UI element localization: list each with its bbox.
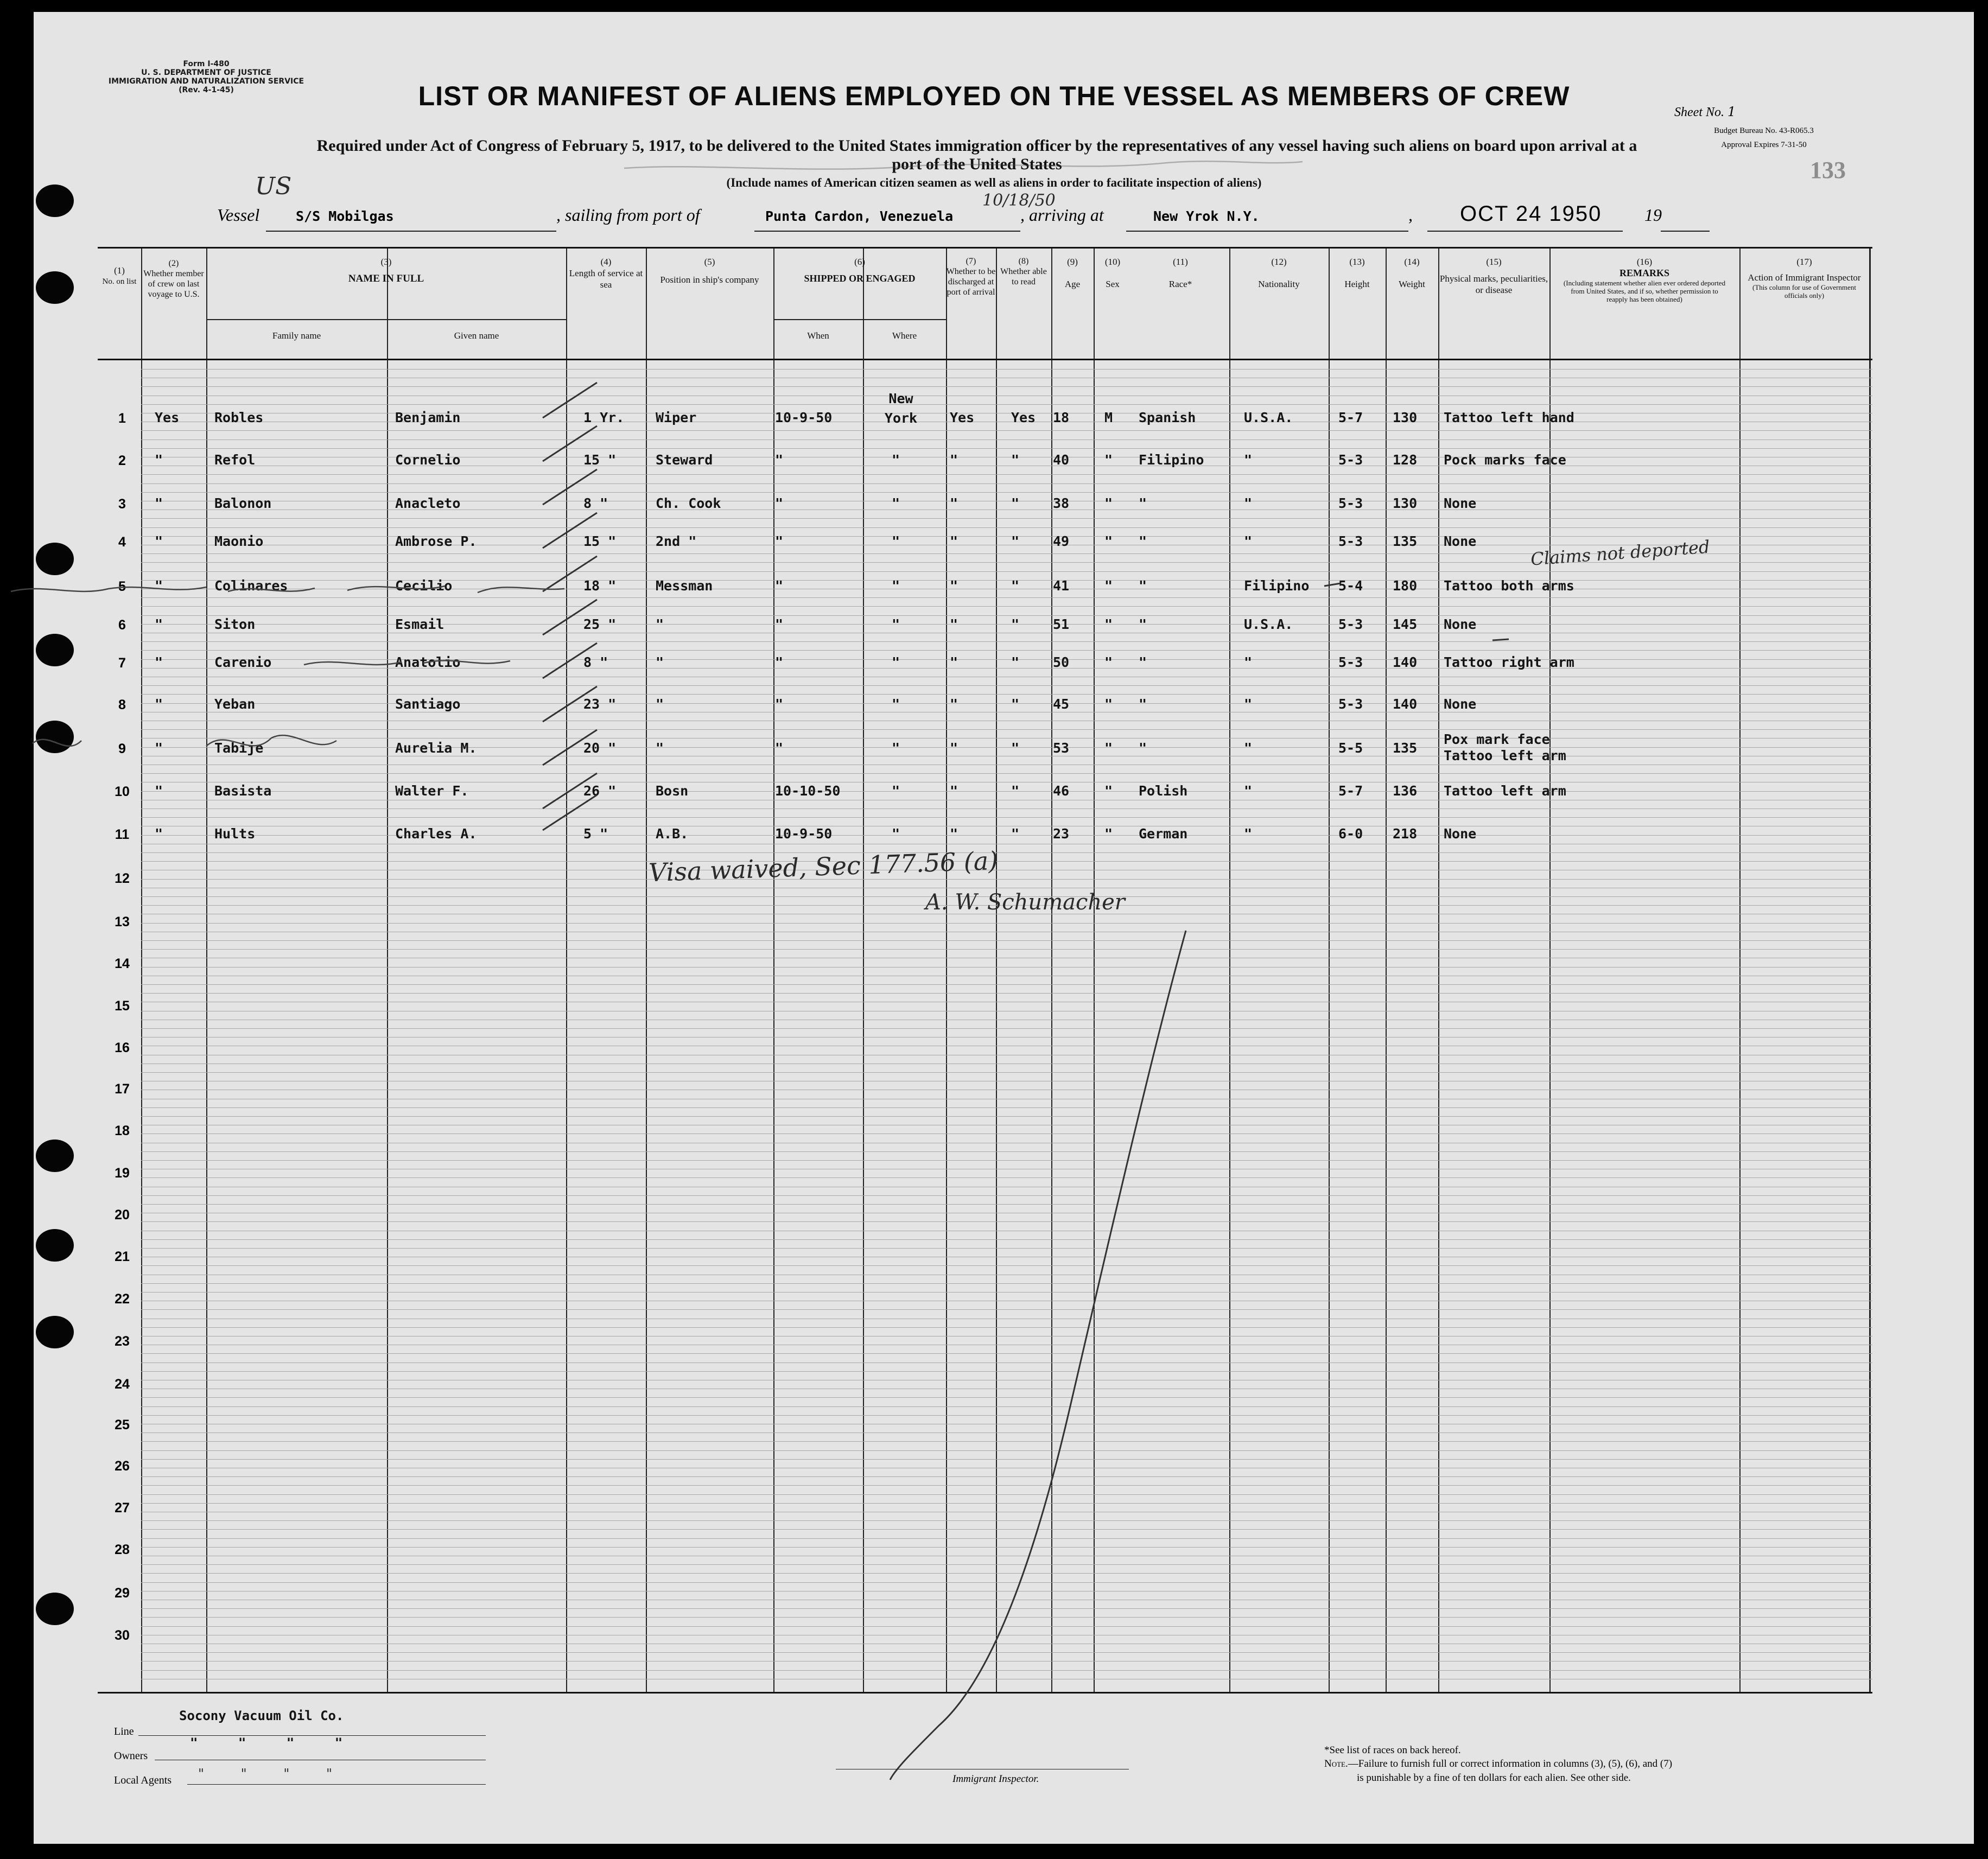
colnum-8: (8) (1018, 257, 1029, 266)
faded-ink-top (624, 161, 1303, 169)
cell-read: " (1011, 654, 1020, 670)
cell-nationality: U.S.A. (1244, 616, 1293, 632)
cell-service: 18 " (583, 578, 617, 594)
cell-given: Cornelio (395, 452, 461, 468)
cell-position: " (656, 696, 664, 712)
cell-family: Carenio (214, 654, 272, 670)
cell-marks: Tattoo right arm (1444, 654, 1574, 670)
cell-service: 15 " (583, 533, 617, 549)
sailing-label: , sailing from port of (556, 205, 700, 225)
requirement-line-2: port of the United States (892, 155, 1062, 173)
cell-family: Balonon (214, 495, 272, 511)
cell-read: " (1011, 452, 1020, 468)
cell-height: 5-3 (1338, 495, 1363, 511)
cell-height: 5-3 (1338, 452, 1363, 468)
cell-read: " (1011, 783, 1020, 799)
cell-sex: " (1104, 783, 1113, 799)
cell-service: 15 " (583, 452, 617, 468)
owners-value: " " " " (190, 1735, 343, 1750)
line-number: 25 (115, 1417, 130, 1433)
cell-where: " (892, 495, 900, 511)
cell-given: Anatolio (395, 654, 461, 670)
cell-marks: None (1444, 533, 1477, 549)
line-number: 18 (115, 1123, 130, 1138)
cell-given: Esmail (395, 616, 444, 632)
cell-last: " (155, 578, 163, 594)
cell-read: Yes (1011, 410, 1036, 425)
cell-height: 5-5 (1338, 740, 1363, 756)
cell-family: Basista (214, 783, 272, 799)
line-number: 4 (118, 534, 126, 550)
cell-when: " (775, 452, 784, 468)
line-number: 11 (115, 827, 130, 842)
line-number: 27 (115, 1500, 130, 1516)
cell-marks: Pox mark face Tattoo left arm (1444, 731, 1566, 763)
colnum-9: (9) (1067, 257, 1078, 267)
cell-last: " (155, 740, 163, 756)
header-last-voyage-label: Whether member of crew on last voyage to U.S. (143, 269, 204, 299)
form-revision: (Rev. 4-1-45) (179, 86, 234, 94)
colnum-4: (4) (600, 257, 612, 267)
cell-weight: 128 (1393, 452, 1418, 468)
cell-weight: 130 (1393, 495, 1418, 511)
line-number: 19 (115, 1166, 130, 1181)
cell-family: Tabije (214, 740, 264, 756)
cell-nationality: U.S.A. (1244, 410, 1293, 425)
vessel-name: S/S Mobilgas (296, 208, 394, 224)
cell-race: " (1139, 533, 1147, 549)
cell-age: 53 (1053, 740, 1070, 756)
cell-height: 5-3 (1338, 696, 1363, 712)
colnum-10: (10) (1104, 257, 1121, 267)
cell-discharge: " (950, 826, 958, 842)
cell-marks: Tattoo left hand (1444, 410, 1574, 425)
colnum-17: (17) (1796, 257, 1812, 267)
line-number: 22 (115, 1291, 130, 1307)
cell-position: " (656, 740, 664, 756)
cell-when: 10-10-50 (775, 783, 841, 799)
line-number: 26 (115, 1459, 130, 1474)
cell-given: Santiago (395, 696, 461, 712)
header-nationality-label: Nationality (1258, 279, 1300, 289)
header-discharged-label: Whether to be discharged at port of arrival (946, 267, 996, 297)
cell-position: Wiper (656, 410, 697, 425)
cell-sex: " (1104, 578, 1113, 594)
cell-nationality: " (1244, 452, 1253, 468)
cell-given: Cecilio (395, 578, 453, 594)
cell-last: " (155, 533, 163, 549)
cell-service: 20 " (583, 740, 617, 756)
port-from: Punta Cardon, Venezuela (765, 208, 954, 224)
header-given-name: Given name (454, 330, 499, 341)
line-number: 29 (115, 1586, 130, 1601)
header-sex-label: Sex (1106, 279, 1120, 289)
cell-family: Refol (214, 452, 256, 468)
colnum-6: (6) (854, 257, 865, 267)
remark-handwritten: Claims not deported (1530, 536, 1711, 570)
cell-discharge: " (950, 578, 958, 594)
cell-age: 46 (1053, 783, 1070, 799)
service-name: IMMIGRATION AND NATURALIZATION SERVICE (108, 77, 304, 86)
cell-nationality: " (1244, 495, 1253, 511)
line-number: 24 (115, 1377, 130, 1392)
cell-position: " (656, 616, 664, 632)
cell-weight: 218 (1393, 826, 1418, 842)
cell-when: " (775, 533, 784, 549)
cell-nationality: " (1244, 826, 1253, 842)
pen-marks (1324, 583, 1509, 640)
cell-when: " (775, 696, 784, 712)
colnum-14: (14) (1404, 257, 1420, 267)
cell-position: " (656, 654, 664, 670)
cell-given: Walter F. (395, 783, 469, 799)
cell-read: " (1011, 495, 1020, 511)
inspector-pen-stroke (890, 931, 1186, 1780)
cell-height: 5-4 (1338, 578, 1363, 594)
cell-given: Aurelia M. (395, 740, 477, 756)
line-number: 5 (118, 579, 126, 594)
port-to: New Yrok N.Y. (1153, 208, 1260, 224)
cell-discharge: " (950, 533, 958, 549)
header-action-sub: (This column for use of Government officials only) (1752, 283, 1856, 300)
races-note: *See list of races on back hereof. (1324, 1745, 1461, 1756)
line-number: 30 (115, 1628, 130, 1643)
cell-given: Anacleto (395, 495, 461, 511)
cell-service: 5 " (583, 826, 608, 842)
ink-bleed-3 (33, 735, 336, 746)
line-number: 23 (115, 1334, 130, 1349)
line-number: 15 (115, 998, 130, 1014)
cell-sex: " (1104, 452, 1113, 468)
header-remarks-label: REMARKS (1619, 268, 1669, 278)
header-weight-label: Weight (1399, 279, 1425, 289)
cell-family: Yeban (214, 696, 256, 712)
cell-discharge: Yes (950, 410, 975, 425)
line-number: 1 (118, 411, 126, 426)
cell-sex: " (1104, 533, 1113, 549)
line-label: Line (114, 1726, 134, 1737)
colnum-13: (13) (1349, 257, 1365, 267)
vessel-handwritten: US (255, 173, 292, 200)
line-value: Socony Vacuum Oil Co. (179, 1708, 344, 1723)
cell-weight: 140 (1393, 654, 1418, 670)
cell-sex: " (1104, 654, 1113, 670)
cell-last: " (155, 783, 163, 799)
cell-discharge: " (950, 696, 958, 712)
include-note: (Include names of American citizen seamen as well as aliens in order to facilitate inspection of aliens) (726, 176, 1262, 189)
cell-race: German (1139, 826, 1188, 842)
cell-race: Filipino (1139, 452, 1204, 468)
header-when: When (807, 330, 829, 341)
line-number: 3 (118, 496, 126, 512)
cell-family: Colinares (214, 578, 288, 594)
stamp-number: 133 (1810, 157, 1846, 183)
cell-age: 38 (1053, 495, 1070, 511)
cell-weight: 130 (1393, 410, 1418, 425)
colnum-16: (16) (1636, 257, 1653, 267)
line-number: 16 (115, 1040, 130, 1055)
cell-weight: 180 (1393, 578, 1418, 594)
line-number: 7 (118, 655, 126, 671)
arrival-date-stamp: OCT 24 1950 (1460, 202, 1602, 226)
cell-age: 50 (1053, 654, 1070, 670)
cell-where: " (892, 740, 900, 756)
cell-when: 10-9-50 (775, 410, 833, 425)
cell-discharge: " (950, 452, 958, 468)
ink-bleed-2 (304, 660, 510, 665)
cell-marks: None (1444, 696, 1477, 712)
header-read-label: Whether able to read (1000, 267, 1047, 287)
cell-weight: 136 (1393, 783, 1418, 799)
header-action-label: Action of Immigrant Inspector (1748, 272, 1861, 283)
line-number: 13 (115, 914, 130, 930)
year-label: 19 (1644, 205, 1662, 225)
cell-family: Hults (214, 826, 256, 842)
cell-given: Charles A. (395, 826, 477, 842)
cell-sex: " (1104, 616, 1113, 632)
cell-height: 6-0 (1338, 826, 1363, 842)
cell-last: Yes (155, 410, 180, 425)
cell-read: " (1011, 578, 1020, 594)
arriving-label: , arriving at (1020, 205, 1104, 225)
cell-service: 8 " (583, 654, 608, 670)
cell-height: 5-7 (1338, 783, 1363, 799)
header-height-label: Height (1344, 279, 1370, 289)
agents-value: " " " " (198, 1766, 333, 1781)
agents-label: Local Agents (114, 1774, 172, 1786)
cell-weight: 145 (1393, 616, 1418, 632)
comma-separator: , (1408, 205, 1413, 225)
cell-when: " (775, 654, 784, 670)
cell-discharge: " (950, 616, 958, 632)
budget-bureau: Budget Bureau No. 43-R065.3 (1714, 126, 1814, 135)
cell-age: 45 (1053, 696, 1070, 712)
cell-nationality: " (1244, 783, 1253, 799)
header-where: Where (892, 330, 917, 341)
cell-race: Spanish (1139, 410, 1196, 425)
owners-label: Owners (114, 1750, 148, 1762)
department-name: U. S. DEPARTMENT OF JUSTICE (141, 68, 271, 77)
cell-service: 1 Yr. (583, 410, 625, 425)
header-family-name: Family name (272, 330, 321, 341)
cell-service: 26 " (583, 783, 617, 799)
cell-when: " (775, 616, 784, 632)
cell-race: " (1139, 696, 1147, 712)
colnum-7: (7) (966, 257, 976, 266)
inspector-label: Immigrant Inspector. (952, 1773, 1039, 1785)
cell-given: Ambrose P. (395, 533, 477, 549)
header-no-label: No. on list (102, 277, 137, 286)
cell-last: " (155, 616, 163, 632)
line-number: 20 (115, 1207, 130, 1223)
cell-when: 10-9-50 (775, 826, 833, 842)
cell-sex: M (1104, 410, 1113, 425)
cell-position: Ch. Cook (656, 495, 721, 511)
cell-last: " (155, 654, 163, 670)
colnum-2: (2) (168, 259, 179, 268)
cell-nationality: " (1244, 740, 1253, 756)
cell-sex: " (1104, 696, 1113, 712)
colnum-3: (3) (380, 257, 392, 267)
cell-last: " (155, 495, 163, 511)
cell-when: " (775, 578, 784, 594)
cell-where: " (892, 654, 900, 670)
cell-family: Siton (214, 616, 256, 632)
cell-height: 5-3 (1338, 654, 1363, 670)
line-number: 21 (115, 1249, 130, 1264)
cell-marks: Pock marks face (1444, 452, 1566, 468)
cell-marks: Tattoo both arms (1444, 578, 1574, 594)
cell-when: " (775, 740, 784, 756)
vessel-label: Vessel (217, 205, 260, 225)
cell-marks: Tattoo left arm (1444, 783, 1566, 799)
penalty-note (1324, 1758, 1672, 1770)
cell-position: Bosn (656, 783, 689, 799)
mirror-ink-bleed (11, 586, 564, 593)
cell-where: New York (884, 391, 918, 426)
cell-age: 18 (1053, 410, 1070, 425)
cell-weight: 135 (1393, 533, 1418, 549)
cell-marks: None (1444, 616, 1477, 632)
colnum-15: (15) (1486, 257, 1502, 267)
cell-position: A.B. (656, 826, 689, 842)
cell-last: " (155, 452, 163, 468)
header-age-label: Age (1064, 279, 1081, 289)
agents-fill-rule (187, 1784, 486, 1785)
cell-weight: 140 (1393, 696, 1418, 712)
sheet-label: Sheet No. (1674, 105, 1724, 119)
cell-discharge: " (950, 740, 958, 756)
line-number: 9 (118, 741, 126, 756)
cell-sex: " (1104, 740, 1113, 756)
cell-sex: " (1104, 826, 1113, 842)
header-race-label: Race* (1168, 279, 1192, 289)
tally-strokes (543, 383, 597, 830)
cell-age: 51 (1053, 616, 1070, 632)
cell-age: 40 (1053, 452, 1070, 468)
cell-read: " (1011, 616, 1020, 632)
cell-where: " (892, 533, 900, 549)
cell-family: Maonio (214, 533, 264, 549)
header-service-label: Length of service at sea (569, 268, 643, 290)
cell-race: " (1139, 495, 1147, 511)
cell-height: 5-3 (1338, 533, 1363, 549)
cell-nationality: " (1244, 696, 1253, 712)
cell-read: " (1011, 696, 1020, 712)
cell-sex: " (1104, 495, 1113, 511)
cell-read: " (1011, 533, 1020, 549)
header-position-label: Position in ship's company (660, 275, 759, 285)
penalty-note-2: is punishable by a fine of ten dollars for each alien. See other side. (1357, 1772, 1631, 1784)
cell-nationality: Filipino (1244, 578, 1310, 594)
header-marks-label: Physical marks, peculiarities, or disease (1439, 273, 1548, 295)
line-number: 17 (115, 1081, 130, 1097)
colnum-11: (11) (1173, 257, 1188, 267)
cell-family: Robles (214, 410, 264, 425)
colnum-5: (5) (704, 257, 715, 267)
cell-age: 49 (1053, 533, 1070, 549)
cell-where: " (892, 452, 900, 468)
cell-given: Benjamin (395, 410, 461, 425)
cell-read: " (1011, 826, 1020, 842)
cell-marks: None (1444, 495, 1477, 511)
line-number: 2 (118, 453, 126, 468)
colnum-1: (1) (114, 265, 125, 276)
cell-last: " (155, 826, 163, 842)
cell-where: " (892, 578, 900, 594)
cell-where: " (892, 616, 900, 632)
cell-race: " (1139, 740, 1147, 756)
cell-age: 23 (1053, 826, 1070, 842)
cell-position: Steward (656, 452, 713, 468)
cell-discharge: " (950, 654, 958, 670)
approval-expiry: Approval Expires 7-31-50 (1721, 141, 1807, 149)
visa-waiver-note: Visa waived, Sec 177.56 (a) (648, 845, 999, 888)
cell-where: " (892, 826, 900, 842)
cell-discharge: " (950, 495, 958, 511)
colnum-12: (12) (1271, 257, 1287, 267)
line-number: 14 (115, 956, 130, 971)
header-remarks-sub: (Including statement whether alien ever ordered deported from United States, and if so, whether permission to reapply has been obtained) (1563, 279, 1726, 303)
cell-race: Polish (1139, 783, 1188, 799)
cell-position: Messman (656, 578, 713, 594)
form-number: Form I-480 (183, 60, 230, 68)
line-number: 12 (115, 871, 130, 886)
inspector-signature: A. W. Schumacher (925, 890, 1125, 915)
sailing-date-handwritten: 10/18/50 (982, 191, 1056, 210)
cell-height: 5-7 (1338, 410, 1363, 425)
requirement-line-1: Required under Act of Congress of February 5, 1917, to be delivered to the United States immigration officer by the representatives of any vessel having such aliens on board upon arrival at a (316, 137, 1637, 155)
line-number: 8 (118, 697, 126, 712)
cell-nationality: " (1244, 533, 1253, 549)
cell-service: 8 " (583, 495, 608, 511)
cell-where: " (892, 783, 900, 799)
cell-last: " (155, 696, 163, 712)
cell-discharge: " (950, 783, 958, 799)
line-number: 10 (115, 784, 130, 799)
cell-when: " (775, 495, 784, 511)
sheet-value: 1 (1727, 104, 1736, 119)
note-label: Note. (1324, 1758, 1348, 1769)
cell-read: " (1011, 740, 1020, 756)
cell-position: 2nd " (656, 533, 697, 549)
cell-age: 41 (1053, 578, 1070, 594)
cell-marks: None (1444, 826, 1477, 842)
cell-service: 25 " (583, 616, 617, 632)
line-number: 6 (118, 617, 126, 633)
page-title: LIST OR MANIFEST OF ALIENS EMPLOYED ON THE VESSEL AS MEMBERS OF CREW (418, 81, 1570, 111)
cell-service: 23 " (583, 696, 617, 712)
line-number: 28 (115, 1542, 130, 1557)
cell-height: 5-3 (1338, 616, 1363, 632)
cell-weight: 135 (1393, 740, 1418, 756)
header-shipped-label: SHIPPED OR ENGAGED (804, 273, 916, 284)
cell-race: " (1139, 578, 1147, 594)
cell-race: " (1139, 654, 1147, 670)
cell-race: " (1139, 616, 1147, 632)
header-name-label: NAME IN FULL (348, 273, 424, 284)
cell-where: " (892, 696, 900, 712)
note-text: —Failure to furnish full or correct information in columns (3), (5), (6), and (7) (1348, 1758, 1673, 1769)
cell-nationality: " (1244, 654, 1253, 670)
